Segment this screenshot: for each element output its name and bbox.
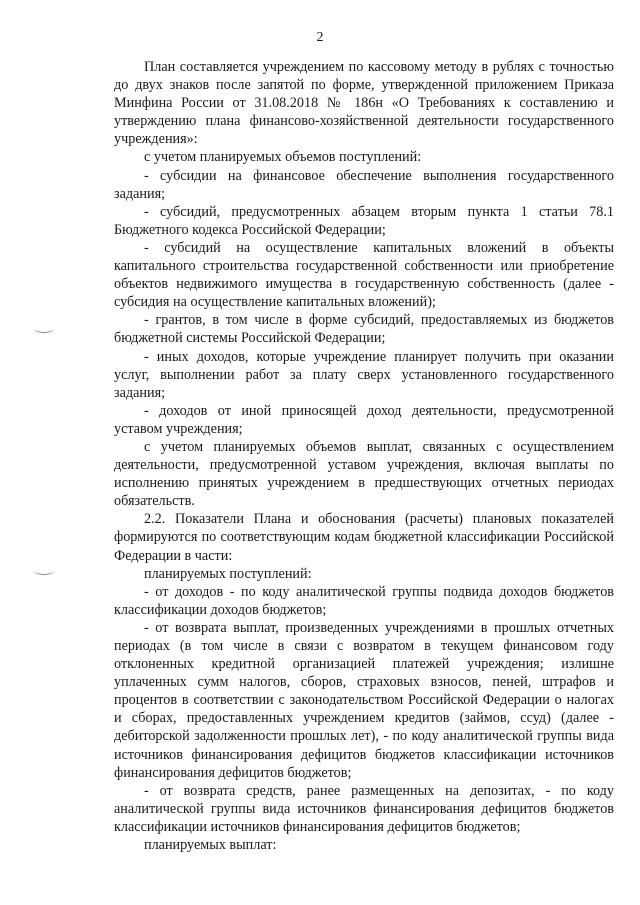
paragraph: - иных доходов, которые учреждение планирует получить при оказании услуг, выполнении работ за плату сверх установленного государственного задания; — [114, 348, 614, 401]
margin-mark — [34, 324, 54, 333]
paragraph: - от доходов - по коду аналитической группы подвида доходов бюджетов классификации доходов бюджетов; — [114, 583, 614, 618]
paragraph: планируемых выплат: — [144, 837, 277, 854]
paragraph: - доходов от иной приносящей доход деятельности, предусмотренной уставом учреждения; — [114, 402, 614, 437]
paragraph: - субсидий, предусмотренных абзацем вторым пункта 1 статьи 78.1 Бюджетного кодекса Российской Федерации; — [114, 203, 614, 238]
paragraph: - от возврата средств, ранее размещенных на депозитах, - по коду аналитической группы вида источников финансирования дефицитов бюджетов классификации источников финансирования дефицитов бюджетов; — [114, 782, 614, 835]
paragraph: - грантов, в том числе в форме субсидий, предоставляемых из бюджетов бюджетной системы Российской Федерации; — [114, 312, 614, 347]
paragraph: планируемых поступлений: — [144, 565, 312, 582]
paragraph: План составляется учреждением по кассовому методу в рублях с точностью до двух знаков после запятой по форме, утвержденной приложением Приказа Минфина России от 31.08.2018 № 186н «О Требованиях к составлению и утверждению плана финансово-хозяйственной деятельности государственного учреждения»: — [114, 59, 614, 148]
paragraph: 2.2. Показатели Плана и обоснования (расчеты) плановых показателей формируются по соответствующим кодам бюджетной классификации Российской Федерации в части: — [114, 511, 614, 564]
paragraph: - субсидий на осуществление капитальных вложений в объекты капитального строительства государственной собственности или приобретение объектов недвижимого имущества в государственную собственность (далее - субсидия на осуществление капитальных вложений); — [114, 239, 614, 311]
document-body — [114, 58, 614, 854]
margin-mark — [34, 566, 54, 575]
page-number: 2 — [316, 30, 324, 45]
paragraph: с учетом планируемых объемов выплат, связанных с осуществлением деятельности, предусмотренной уставом учреждения, включая выплаты по исполнению принятых учреждением в предшествующих отчетных периодах обязательств. — [114, 438, 614, 510]
paragraph: с учетом планируемых объемов поступлений: — [144, 149, 422, 166]
paragraph: - субсидии на финансовое обеспечение выполнения государственного задания; — [114, 167, 614, 202]
paragraph: - от возврата выплат, произведенных учреждениями в прошлых отчетных периодах (в том числе в связи с возвратом в текущем финансовом году отклоненных кредитной организацией платежей учреждения; излишне уплаченных сумм налогов, сборов, страховых взносов, пеней, штрафов и процентов в соответствии с законодательством Российской Федерации о налогах и сборах, предоставленных учреждением кредитов (займов, ссуд) (далее - дебиторской задолженности прошлых лет), - по коду аналитической группы вида источников финансирования дефицитов бюджетов классификации источников финансирования дефицитов бюджетов; — [114, 619, 614, 781]
